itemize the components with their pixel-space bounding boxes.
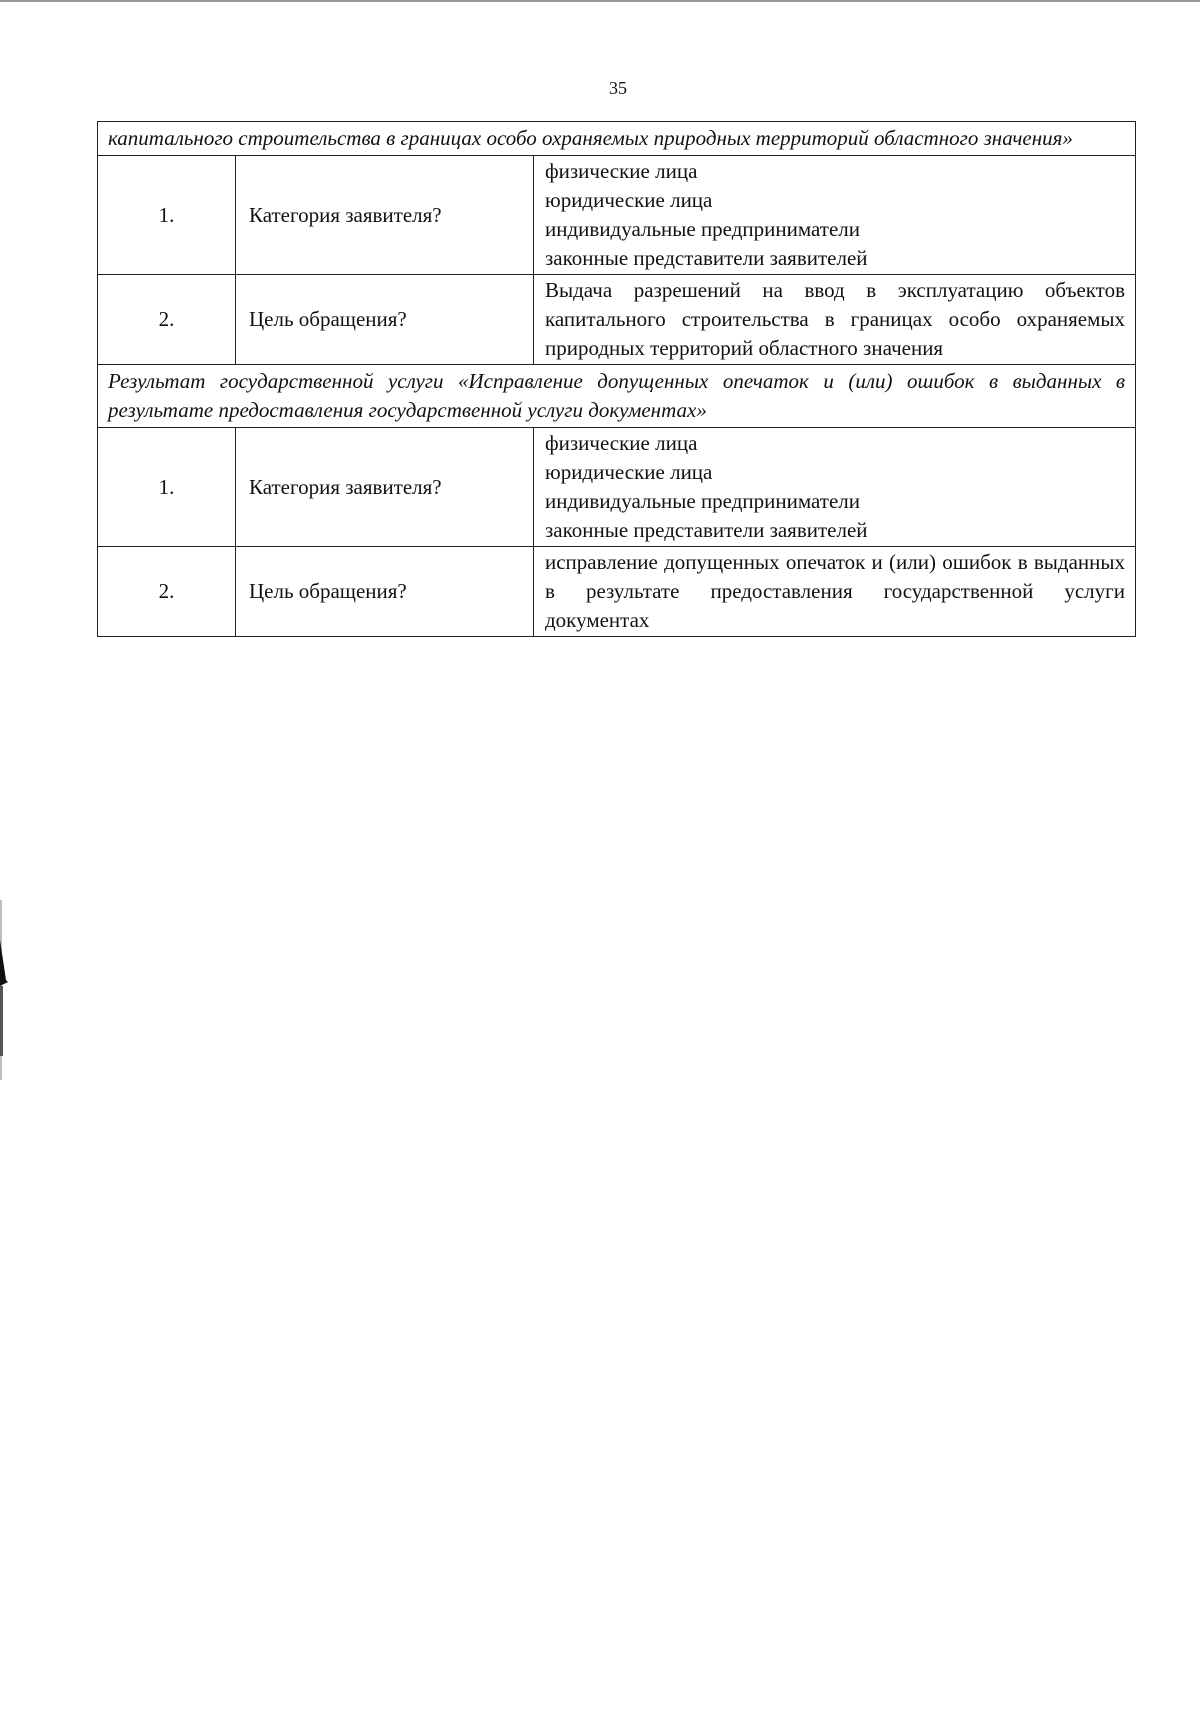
answer-option: юридические лица [545, 188, 713, 212]
row-number: 2. [98, 547, 236, 637]
page-number: 35 [609, 78, 627, 98]
row-number: 1. [98, 156, 236, 275]
table-row [98, 428, 1136, 547]
section-title: капитального строительства в границах особо охраняемых природных территорий областного значения» [98, 122, 1136, 156]
answer-option: индивидуальные предприниматели [545, 489, 860, 513]
section-header-row [98, 122, 1136, 156]
answer-text: Выдача разрешений на ввод в эксплуатацию объектов капитального строительства в границах особо охраняемых природных территорий областного значения [545, 278, 1126, 360]
row-question: Цель обращения? [236, 275, 534, 365]
answer-text: исправление допущенных опечаток и (или) ошибок в выданных в результате предоставления государственной услуги документах [545, 550, 1126, 632]
table-row [98, 156, 1136, 275]
section-header-row [98, 365, 1136, 428]
answer-option: законные представители заявителей [545, 518, 868, 542]
answer-option: законные представители заявителей [545, 246, 868, 270]
row-question: Категория заявителя? [236, 156, 534, 275]
answer-option: индивидуальные предприниматели [545, 217, 860, 241]
answer-option: физические лица [545, 159, 698, 183]
row-answer [534, 156, 1136, 275]
row-number: 2. [98, 275, 236, 365]
applicant-questionnaire-table [97, 121, 1136, 637]
table-row [98, 547, 1136, 637]
scan-top-edge [0, 0, 1200, 2]
section-title: Результат государственной услуги «Исправление допущенных опечаток и (или) ошибок в выданных в результате предоставления государственной услуги документах» [98, 365, 1136, 428]
row-answer [534, 275, 1136, 365]
answer-option: физические лица [545, 431, 698, 455]
row-number: 1. [98, 428, 236, 547]
row-answer [534, 547, 1136, 637]
row-question: Цель обращения? [236, 547, 534, 637]
table-row [98, 275, 1136, 365]
row-question: Категория заявителя? [236, 428, 534, 547]
answer-option: юридические лица [545, 460, 713, 484]
row-answer [534, 428, 1136, 547]
scan-edge-mark [0, 900, 8, 1080]
